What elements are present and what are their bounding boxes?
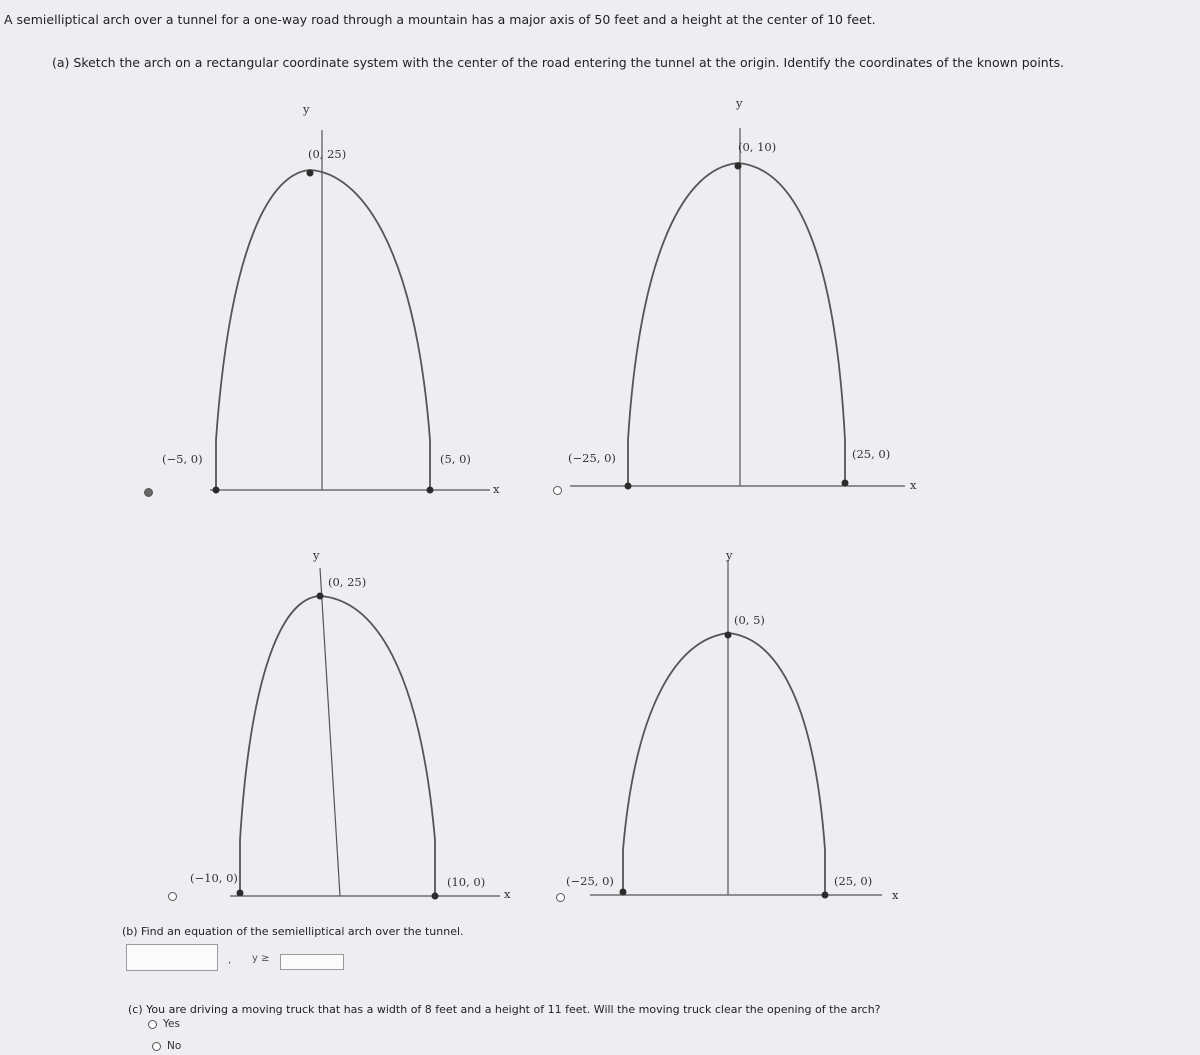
y-axis-label: y bbox=[303, 102, 310, 116]
option-yes-label: Yes bbox=[163, 1018, 180, 1030]
top-point-label: (0, 25) bbox=[308, 147, 347, 161]
graph-option-1[interactable] bbox=[150, 100, 500, 496]
graph-option-2-radio[interactable] bbox=[553, 486, 562, 495]
graph-option-3[interactable] bbox=[170, 540, 511, 901]
point-right bbox=[842, 480, 849, 487]
point-right bbox=[822, 892, 829, 899]
question-part-a: (a) Sketch the arch on a rectangular coordinate system with the center of the road entering the tunnel at the origin. Identify the coordinates of the known points. bbox=[52, 55, 1065, 70]
left-point-label: (−25, 0) bbox=[566, 874, 614, 888]
point-top bbox=[307, 170, 314, 177]
graph-option-4-radio[interactable] bbox=[556, 893, 565, 902]
point-left bbox=[625, 483, 632, 490]
graph-option-1-radio[interactable] bbox=[144, 488, 153, 497]
graph-option-2[interactable] bbox=[560, 96, 917, 492]
option-yes[interactable] bbox=[148, 1018, 180, 1030]
question-part-c: (c) You are driving a moving truck that has a width of 8 feet and a height of 11 feet. Will the moving truck clear the opening of the arch? bbox=[128, 1003, 881, 1016]
y-axis-label: y bbox=[313, 548, 320, 562]
x-axis-label: x bbox=[892, 888, 899, 902]
point-left bbox=[213, 487, 220, 494]
right-point-label: (10, 0) bbox=[447, 875, 486, 889]
option-no[interactable] bbox=[152, 1040, 181, 1052]
point-left bbox=[620, 889, 627, 896]
inequality-symbol: y ≥ bbox=[252, 953, 270, 964]
right-point-label: (25, 0) bbox=[852, 447, 891, 461]
arch-curve bbox=[623, 633, 825, 895]
left-point-label: (−5, 0) bbox=[162, 452, 203, 466]
y-axis-label: y bbox=[726, 548, 733, 562]
point-top bbox=[317, 593, 324, 600]
point-right bbox=[432, 893, 439, 900]
x-axis-label: x bbox=[910, 478, 917, 492]
point-right bbox=[427, 487, 434, 494]
point-top bbox=[735, 163, 742, 170]
graph-option-3-radio[interactable] bbox=[168, 892, 177, 901]
right-point-label: (5, 0) bbox=[440, 452, 471, 466]
yes-radio-circle[interactable] bbox=[148, 1020, 157, 1029]
arch-curve bbox=[628, 163, 845, 486]
comma-separator: , bbox=[228, 955, 232, 966]
arch-curve bbox=[216, 170, 430, 490]
x-axis-label: x bbox=[504, 887, 511, 901]
graph-option-4[interactable] bbox=[560, 540, 899, 902]
top-point-label: (0, 10) bbox=[738, 140, 777, 154]
inequality-input[interactable] bbox=[280, 954, 344, 970]
y-axis-label: y bbox=[736, 96, 743, 110]
equation-input[interactable] bbox=[126, 944, 218, 971]
left-point-label: (−25, 0) bbox=[568, 451, 616, 465]
no-radio-circle[interactable] bbox=[152, 1042, 161, 1051]
left-point-label: (−10, 0) bbox=[190, 871, 238, 885]
right-point-label: (25, 0) bbox=[834, 874, 873, 888]
question-part-b: (b) Find an equation of the semielliptical arch over the tunnel. bbox=[122, 925, 464, 938]
top-point-label: (0, 5) bbox=[734, 613, 765, 627]
x-axis-label: x bbox=[493, 482, 500, 496]
option-no-label: No bbox=[167, 1040, 182, 1052]
top-point-label: (0, 25) bbox=[328, 575, 367, 589]
point-top bbox=[725, 632, 732, 639]
question-intro: A semielliptical arch over a tunnel for a one-way road through a mountain has a major axis of 50 feet and a height at the center of 10 feet. bbox=[4, 12, 876, 27]
point-left bbox=[237, 890, 244, 897]
